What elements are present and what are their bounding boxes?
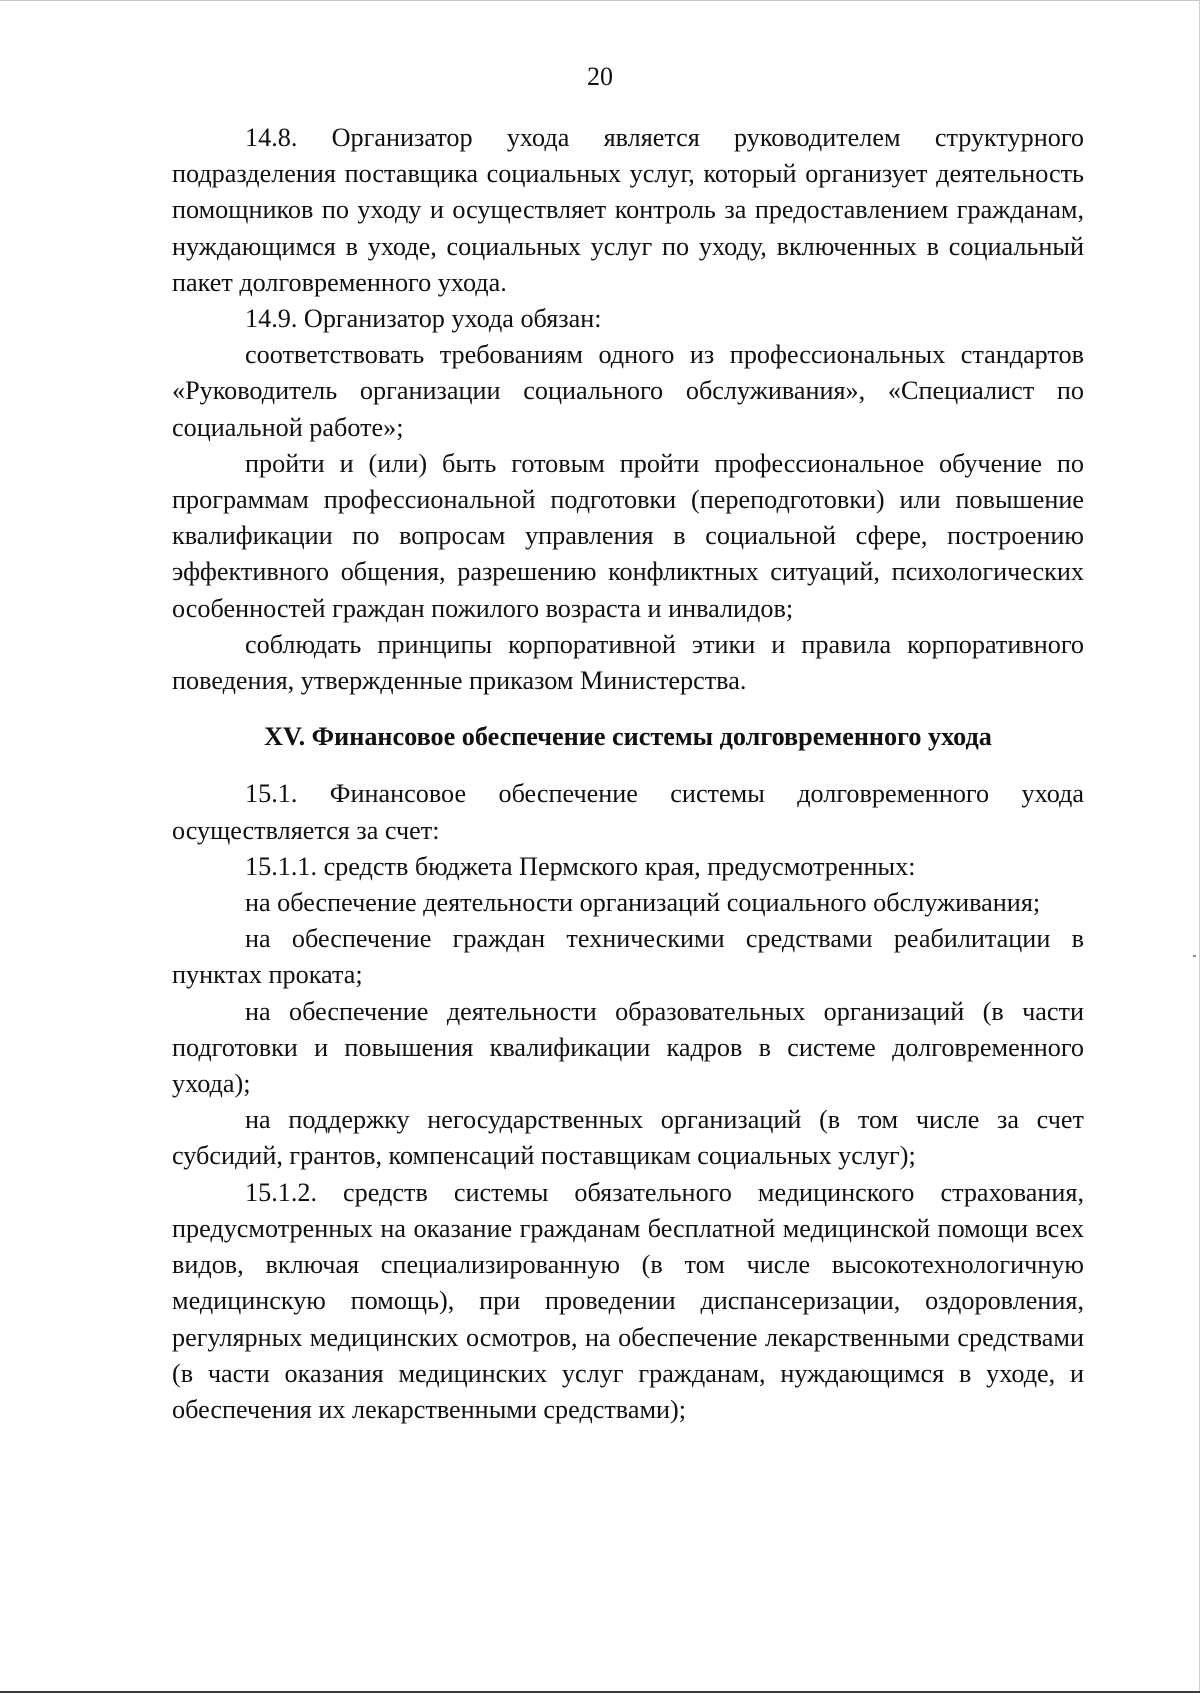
paragraph-14-8: 14.8. Организатор ухода является руководителем структурного подразделения поставщика социальных услуг, который организует деятельность помощников по уходу и осуществляет контроль за предоставлением гражданам, нуждающимся в уходе, социальных услуг по уходу, включенных в социальный пакет долговременного ухода. (172, 123, 1084, 297)
paragraph-training: пройти и (или) быть готовым пройти профессиональное обучение по программам профессиональной подготовки (переподготовки) или повышение квалификации по вопросам управления в социальной сфере, построению эффективного общения, разрешению конфликтных ситуаций, психологических особенностей граждан пожилого возраста и инвалидов; (172, 448, 1084, 623)
paragraph-education-orgs: на обеспечение деятельности образовательных организаций (в части подготовки и повышения квалификации кадров в системе долговременного ухода); (172, 996, 1084, 1099)
document-body (172, 120, 1084, 1428)
paragraph-15-1-1: 15.1.1. средств бюджета Пермского края, предусмотренных: (245, 851, 916, 881)
paragraph-rehab-means: на обеспечение граждан техническими средствами реабилитации в пунктах проката; (172, 924, 1084, 990)
scan-speck (1193, 955, 1196, 957)
section-heading-xv: XV. Финансовое обеспечение системы долговременного ухода (264, 722, 992, 752)
paragraph-social-orgs: на обеспечение деятельности организаций социального обслуживания; (245, 888, 1041, 918)
paragraph-15-1: 15.1. Финансовое обеспечение системы долговременного ухода осуществляется за счет: (172, 779, 1084, 845)
paragraph-15-1-2: 15.1.2. средств системы обязательного медицинского страхования, предусмотренных на оказание гражданам бесплатной медицинской помощи всех видов, включая специализированную (в том числе высокотехнологичную медицинскую помощь), при проведении диспансеризации, оздоровления, регулярных медицинских осмотров, на обеспечение лекарственными средствами (в части оказания медицинских услуг гражданам, нуждающимся в уходе, и обеспечения их лекарственными средствами); (172, 1177, 1084, 1424)
paragraph-nongov-support: на поддержку негосударственных организаций (в том числе за счет субсидий, грантов, компенсаций поставщикам социальных услуг); (172, 1105, 1084, 1171)
paragraph-ethics: соблюдать принципы корпоративной этики и правила корпоративного поведения, утвержденные приказом Министерства. (172, 629, 1084, 696)
page-edge-top (0, 0, 1200, 1)
page-number: 20 (587, 62, 613, 91)
paragraph-standards: соответствовать требованиям одного из профессиональных стандартов «Руководитель организации социального обслуживания», «Специалист по социальной работе»; (172, 340, 1084, 442)
paragraph-14-9: 14.9. Организатор ухода обязан: (245, 304, 602, 334)
